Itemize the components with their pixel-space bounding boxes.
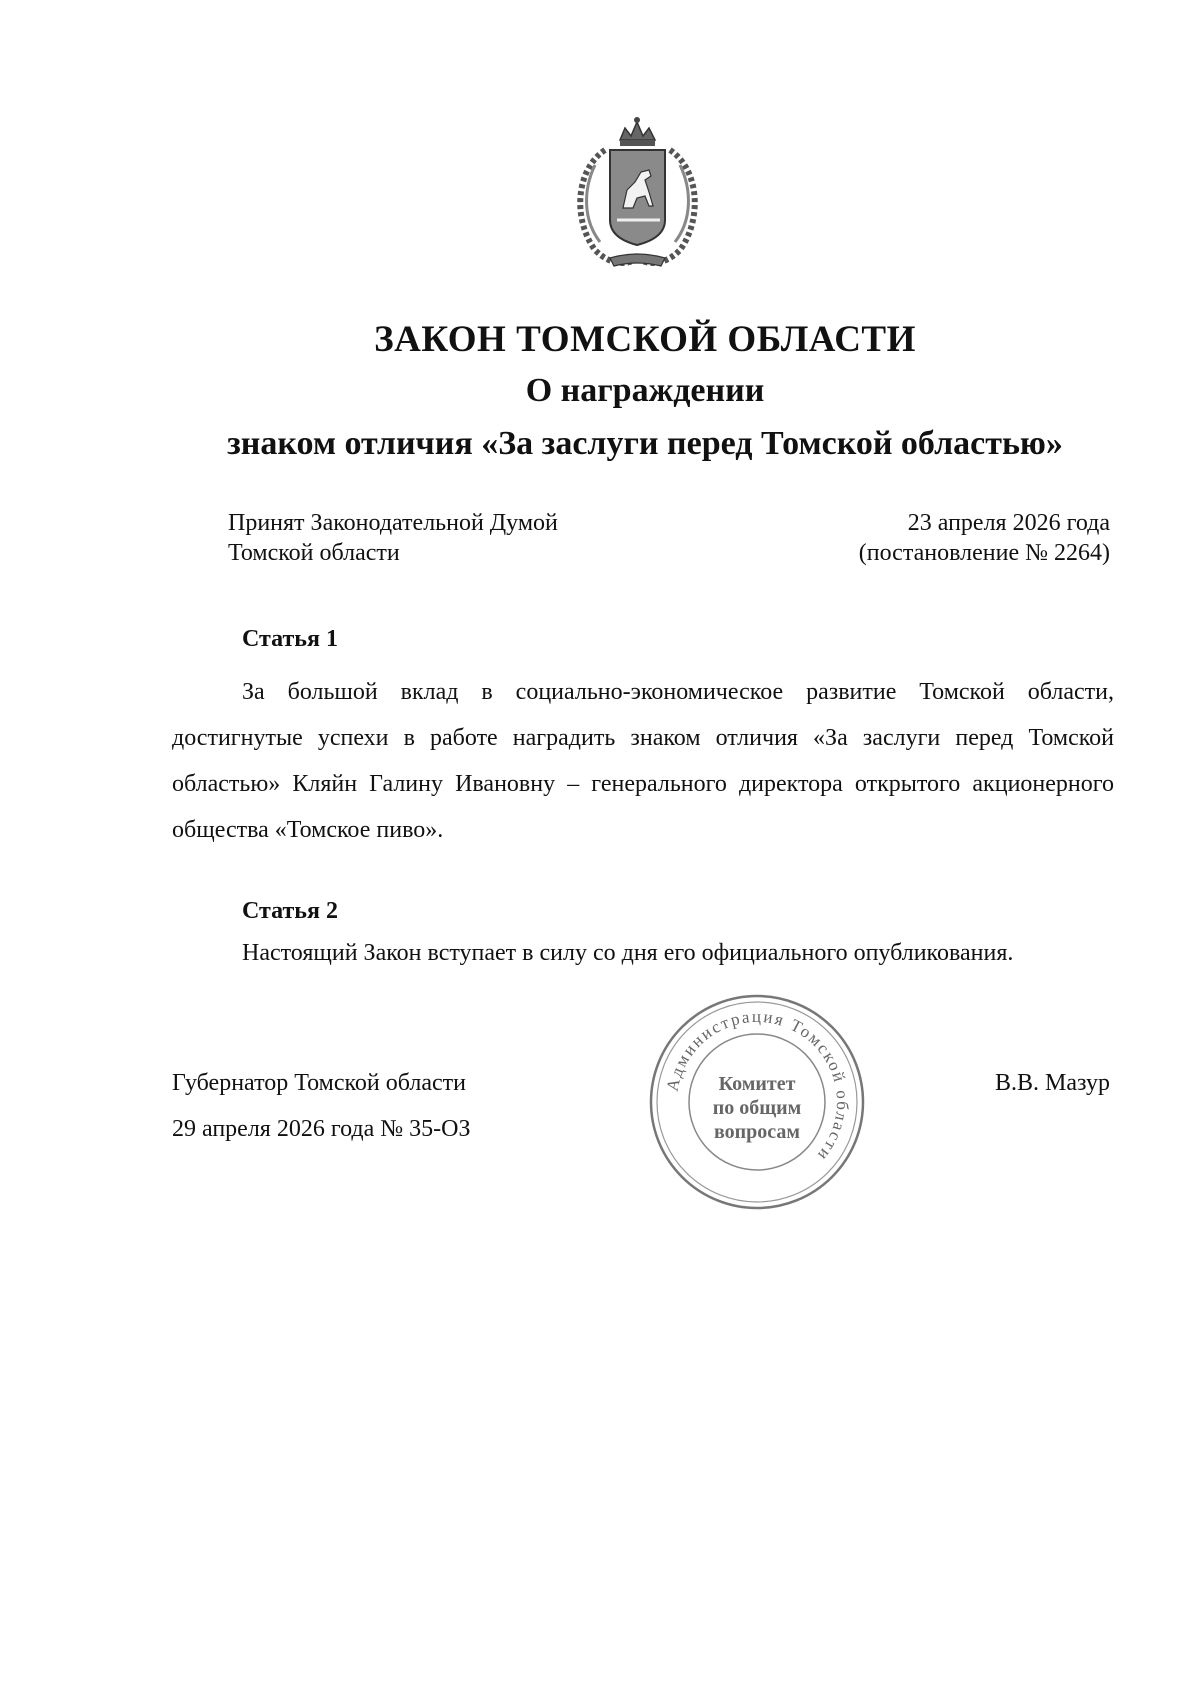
article-2-heading: Статья 2 bbox=[242, 898, 338, 924]
stamp-center-line-2: по общим bbox=[712, 1097, 802, 1119]
article-1-heading: Статья 1 bbox=[242, 626, 338, 652]
document-title: ЗАКОН ТОМСКОЙ ОБЛАСТИ bbox=[374, 319, 916, 360]
document-subtitle-line-1: О награждении bbox=[525, 372, 765, 409]
document-subtitle-line-2: знаком отличия «За заслуги перед Томской областью» bbox=[227, 425, 1063, 462]
stamp-ring-text: Администрация Томской области bbox=[662, 1006, 853, 1166]
law-date-number: 29 апреля 2026 года № 35-ОЗ bbox=[172, 1116, 471, 1142]
signatory-position: Губернатор Томской области bbox=[172, 1070, 466, 1096]
official-stamp bbox=[645, 990, 870, 1215]
adoption-line-2: Томской области bbox=[228, 540, 400, 566]
stamp-center-line-1: Комитет bbox=[718, 1073, 796, 1095]
article-2-text: Настоящий Закон вступает в силу со дня его официального опубликования. bbox=[242, 940, 1014, 966]
article-1-text: За большой вклад в социально-экономическое развитие Томской области, достигнутые успехи в работе наградить знаком отличия «За заслуги перед Томской областью» Кляйн Галину Ивановну – генерального директора открытого акционерного общества «Томское пиво». bbox=[172, 679, 1114, 843]
signatory-name: В.В. Мазур bbox=[995, 1070, 1110, 1096]
coat-of-arms-icon bbox=[565, 110, 710, 275]
adoption-date-block bbox=[859, 508, 1110, 568]
adoption-line-1: Принят Законодательной Думой bbox=[228, 510, 558, 536]
adoption-body bbox=[228, 508, 558, 568]
resolution-number: (постановление № 2264) bbox=[858, 540, 1110, 566]
adoption-date: 23 апреля 2026 года bbox=[907, 510, 1110, 536]
stamp-center-line-3: вопросам bbox=[713, 1121, 801, 1143]
